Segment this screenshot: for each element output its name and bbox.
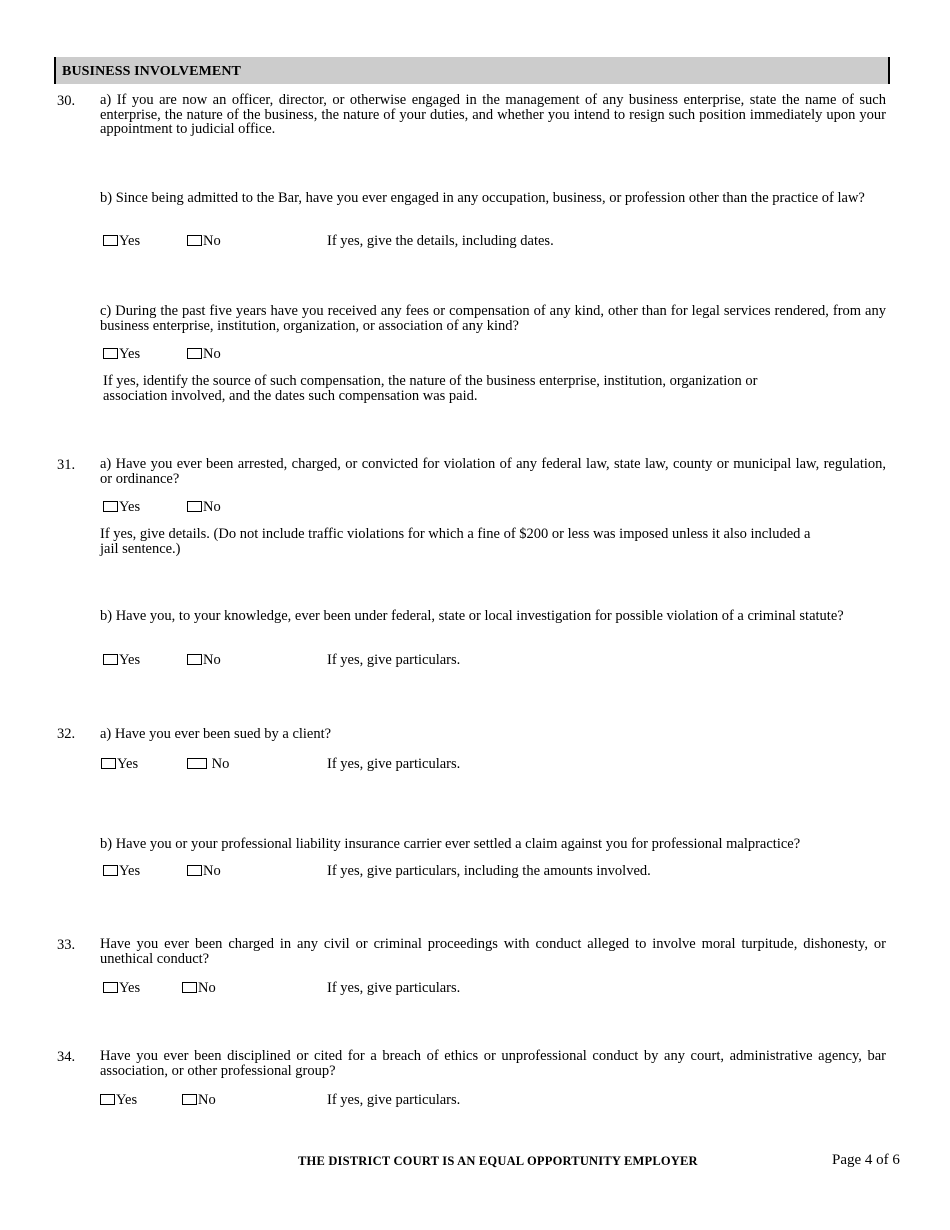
q34-no-option[interactable] xyxy=(182,1092,216,1109)
q32b-text: b) Have you or your professional liability insurance carrier ever settled a claim against you for professional malpractice? xyxy=(100,836,801,852)
q32b-yes-option[interactable] xyxy=(103,863,140,880)
q30c-no-option[interactable] xyxy=(187,346,221,363)
q30b-no-option[interactable] xyxy=(187,233,221,250)
q33-ifyes-text: If yes, give particulars. xyxy=(327,980,461,996)
q34-no-checkbox[interactable] xyxy=(182,1094,197,1105)
question-number-33: 33. xyxy=(57,937,76,953)
q33-no-label: No xyxy=(198,980,216,996)
q32b-no-checkbox[interactable] xyxy=(187,865,202,876)
footer-notice: THE DISTRICT COURT IS AN EQUAL OPPORTUNITY EMPLOYER xyxy=(298,1154,698,1168)
q33-yes-option[interactable] xyxy=(103,980,140,997)
q32b-no-label: No xyxy=(203,863,221,879)
q30b-ifyes-text: If yes, give the details, including dates. xyxy=(327,233,554,249)
q32a-no-checkbox[interactable] xyxy=(187,758,207,769)
q34-yes-label: Yes xyxy=(116,1092,138,1108)
question-number-32: 32. xyxy=(57,726,76,742)
q32b-yes-label: Yes xyxy=(119,863,141,879)
question-number-34: 34. xyxy=(57,1049,76,1065)
q31b-no-checkbox[interactable] xyxy=(187,654,202,665)
section-header xyxy=(54,57,890,84)
q30c-yes-option[interactable] xyxy=(103,346,140,363)
q31b-ifyes-text: If yes, give particulars. xyxy=(327,652,461,668)
q32b-ifyes-text: If yes, give particulars, including the amounts involved. xyxy=(327,863,651,879)
q34-yes-option[interactable] xyxy=(100,1092,137,1109)
q32b-yes-checkbox[interactable] xyxy=(103,865,118,876)
q30b-text: b) Since being admitted to the Bar, have you ever engaged in any occupation, business, or profession other than the practice of law? xyxy=(100,190,865,206)
q32a-ifyes-text: If yes, give particulars. xyxy=(327,756,461,772)
q32a-yes-option[interactable] xyxy=(101,756,138,773)
q31b-yes-label: Yes xyxy=(119,652,141,668)
q31b-yes-option[interactable] xyxy=(103,652,140,669)
q31a-ifyes-text: If yes, give details. (Do not include traffic violations for which a fine of $200 or less was imposed unless it also included a jail sentence.) xyxy=(100,526,811,557)
q33-yes-label: Yes xyxy=(119,980,141,996)
q32a-yes-checkbox[interactable] xyxy=(101,758,116,769)
question-number-31: 31. xyxy=(57,457,76,473)
q31a-no-label: No xyxy=(203,499,221,515)
q30c-yes-checkbox[interactable] xyxy=(103,348,118,359)
question-number-30: 30. xyxy=(57,93,76,109)
q30c-ifyes-text: If yes, identify the source of such compensation, the nature of the business enterprise, institution, organization or association involved, and the dates such compensation was paid. xyxy=(103,373,758,404)
q31b-no-option[interactable] xyxy=(187,652,221,669)
section-title: BUSINESS INVOLVEMENT xyxy=(62,64,241,79)
q30b-yes-label: Yes xyxy=(119,233,141,249)
page-number: Page 4 of 6 xyxy=(832,1152,900,1168)
q31a-yes-option[interactable] xyxy=(103,499,140,516)
q31a-yes-checkbox[interactable] xyxy=(103,501,118,512)
q30a-text: a) If you are now an officer, director, or otherwise engaged in the management of any business enterprise, state the name of such enterprise, the nature of the business, the nature of your duties, and whether you intend to resign such position immediately upon your appointment to judicial office. xyxy=(100,92,886,137)
q31a-no-option[interactable] xyxy=(187,499,221,516)
q34-yes-checkbox[interactable] xyxy=(100,1094,115,1105)
q30b-no-checkbox[interactable] xyxy=(187,235,202,246)
q30c-text: c) During the past five years have you received any fees or compensation of any kind, other than for legal services rendered, from any business enterprise, institution, organization, or association of any kind? xyxy=(100,303,886,334)
q32b-no-option[interactable] xyxy=(187,863,221,880)
q30c-no-label: No xyxy=(203,346,221,362)
q32a-text: a) Have you ever been sued by a client? xyxy=(100,726,332,742)
q31a-yes-label: Yes xyxy=(119,499,141,515)
q33-yes-checkbox[interactable] xyxy=(103,982,118,993)
q30b-yes-option[interactable] xyxy=(103,233,140,250)
q30b-yes-checkbox[interactable] xyxy=(103,235,118,246)
q31a-no-checkbox[interactable] xyxy=(187,501,202,512)
q30b-no-label: No xyxy=(203,233,221,249)
q32a-no-label: No xyxy=(208,756,230,772)
q32a-yes-label: Yes xyxy=(117,756,139,772)
q30c-yes-label: Yes xyxy=(119,346,141,362)
q31b-text: b) Have you, to your knowledge, ever been under federal, state or local investigation for possible violation of a criminal statute? xyxy=(100,608,844,624)
q32a-no-option[interactable] xyxy=(187,756,229,773)
q31b-yes-checkbox[interactable] xyxy=(103,654,118,665)
q30c-no-checkbox[interactable] xyxy=(187,348,202,359)
q34-text: Have you ever been disciplined or cited for a breach of ethics or unprofessional conduct by any court, administrative agency, bar association, or other professional group? xyxy=(100,1048,886,1079)
q34-ifyes-text: If yes, give particulars. xyxy=(327,1092,461,1108)
q31b-no-label: No xyxy=(203,652,221,668)
q31a-text: a) Have you ever been arrested, charged, or convicted for violation of any federal law, state law, county or municipal law, regulation, or ordinance? xyxy=(100,456,886,487)
q33-no-checkbox[interactable] xyxy=(182,982,197,993)
q33-no-option[interactable] xyxy=(182,980,216,997)
q34-no-label: No xyxy=(198,1092,216,1108)
q33-text: Have you ever been charged in any civil or criminal proceedings with conduct alleged to involve moral turpitude, dishonesty, or unethical conduct? xyxy=(100,936,886,967)
